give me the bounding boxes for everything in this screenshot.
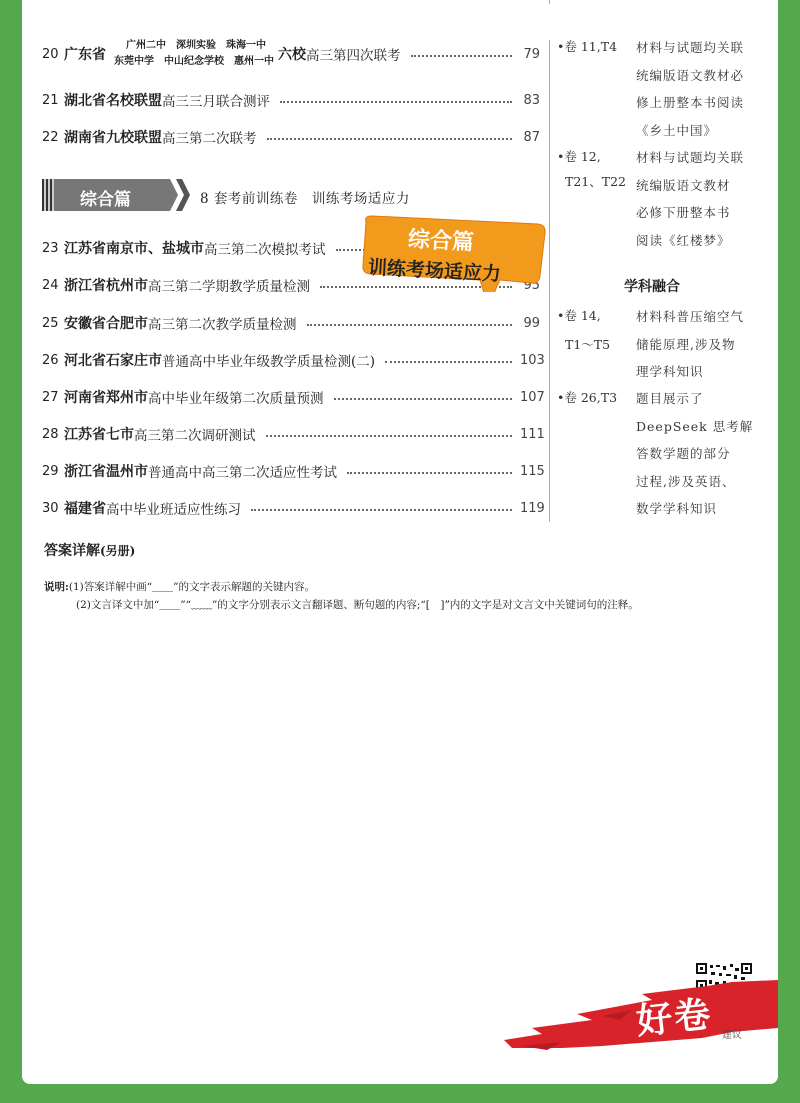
- section-subtitle: 8 套考前训练卷 训练考场适应力: [200, 191, 410, 207]
- sidebar-heading: 学科融合: [624, 279, 680, 295]
- page: [22, 0, 778, 1084]
- leader-dots: [385, 361, 512, 363]
- note-text-1: (1)答案详解中画“＿＿”的文字表示解题的关键内容。: [68, 581, 315, 593]
- row-number: 23: [42, 240, 59, 256]
- sidebar-desc-line: 数学学科知识: [636, 501, 718, 516]
- row-number: 21: [42, 92, 59, 108]
- toc-row[interactable]: [42, 384, 545, 410]
- sidebar-desc-line: 统编版语文教材必: [636, 67, 745, 83]
- row-number: 25: [42, 315, 59, 331]
- leader-dots: [307, 324, 513, 326]
- section-banner-label: 综合篇: [80, 190, 131, 210]
- bullet-dot: •: [557, 149, 565, 164]
- sidebar-desc-line: 材料与试题均关联: [636, 40, 745, 55]
- bullet-dot: •: [557, 390, 565, 405]
- row-page: 95: [523, 277, 540, 293]
- sidebar-ref-cont: T21、T22: [565, 174, 626, 189]
- row-title: 高三第二次模拟考试: [204, 242, 326, 258]
- row-page: 111: [520, 426, 545, 442]
- sidebar-desc-line: 必修下册整本书: [636, 205, 731, 220]
- row-title: 高三第二次联考: [162, 131, 257, 147]
- row-province: 湖北省名校联盟: [64, 93, 162, 109]
- sidebar-desc-line: 答数学题的部分: [636, 446, 731, 461]
- leader-dots: [280, 101, 512, 103]
- row-province: 安徽省合肥市: [64, 316, 148, 332]
- row-province: 江苏省七市: [64, 427, 134, 443]
- leader-dots: [334, 398, 513, 400]
- sidebar-ref: 卷 14,: [564, 308, 601, 323]
- row-province: 河北省石家庄市: [64, 353, 162, 369]
- sidebar-desc-line: 阅读《红楼梦》: [636, 232, 731, 248]
- answers-title: 答案详解: [44, 543, 100, 559]
- toc-row[interactable]: [42, 458, 545, 484]
- leader-dots: [251, 509, 512, 511]
- sidebar-desc-line: 过程,涉及英语、: [636, 473, 736, 489]
- sidebar-ref: 卷 26,T3: [564, 390, 618, 405]
- answers-heading: [44, 540, 135, 560]
- toc-row[interactable]: [42, 310, 540, 336]
- row-page: 83: [523, 92, 540, 108]
- sidebar-desc-line: 材料与试题均关联: [636, 150, 745, 165]
- row-title: 高三第二次调研测试: [134, 428, 256, 444]
- row-bold-suffix: 六校: [278, 47, 306, 63]
- brand-tail-text: 建议: [722, 1030, 742, 1041]
- row-number: 20: [42, 46, 59, 62]
- note-line-1: [44, 579, 315, 594]
- leader-dots: [347, 472, 512, 474]
- leader-dots: [266, 435, 513, 437]
- sidebar-ref-cont: T1～T5: [565, 337, 611, 352]
- row-number: 22: [42, 129, 59, 145]
- toc-row[interactable]: [42, 495, 545, 521]
- row-province: 湖南省九校联盟: [64, 130, 162, 146]
- row-number: 30: [42, 500, 59, 516]
- row-page: 119: [520, 500, 545, 516]
- row-title: 高三第二学期教学质量检测: [148, 279, 310, 295]
- row-number: 27: [42, 389, 59, 405]
- row-province: 广东省: [64, 47, 106, 63]
- row-page: 103: [520, 352, 545, 368]
- callout-line2: 训练考场适应力: [367, 256, 502, 286]
- row-page: 87: [523, 129, 540, 145]
- row-number: 28: [42, 426, 59, 442]
- sidebar-desc-line: 修上册整本书阅读: [636, 95, 745, 110]
- sidebar-desc-line: 材料科普压缩空气: [636, 309, 745, 324]
- row-number: 29: [42, 463, 59, 479]
- sidebar-entry: [557, 385, 772, 525]
- row-title: 高三第四次联考: [306, 48, 401, 64]
- row-title: 高中毕业班适应性练习: [106, 502, 241, 518]
- leader-dots: [411, 55, 513, 57]
- leader-dots: [267, 138, 513, 140]
- row-title: 高三三月联合测评: [162, 94, 270, 110]
- row-page: 79: [523, 46, 540, 62]
- sidebar-entry: [557, 34, 772, 144]
- sidebar-desc-line: 储能原理,涉及物: [636, 336, 736, 352]
- top-divider: [549, 0, 550, 4]
- answers-title-note: (另册): [100, 544, 136, 558]
- row-title: 普通高中高三第二次适应性考试: [148, 465, 337, 481]
- brand-logo: 好卷: [634, 994, 715, 1043]
- row-title: 高中毕业年级第二次质量预测: [148, 391, 324, 407]
- row-province: 浙江省杭州市: [64, 278, 148, 294]
- row-province: 江苏省南京市、盐城市: [64, 241, 204, 257]
- sidebar-ref: 卷 11,T4: [564, 39, 618, 54]
- toc-row[interactable]: [42, 124, 540, 150]
- note-text-2: (2)文言译文中加“＿＿”“﹏﹏”的文字分别表示文言翻译题、断句题的内容;“[ ]”内的文字是对文言文中关键词句的注释。: [76, 599, 639, 611]
- sidebar-desc-line: DeepSeek 思考解: [636, 418, 754, 434]
- column-divider: [549, 40, 550, 522]
- bullet-dot: •: [557, 39, 565, 54]
- note-label: 说明:: [44, 581, 69, 593]
- bullet-dot: •: [557, 308, 565, 323]
- callout-line1: 综合篇: [407, 227, 475, 256]
- sidebar-desc-line: 理学科知识: [636, 364, 704, 379]
- row-number: 24: [42, 277, 59, 293]
- row-page: 115: [520, 463, 545, 479]
- row-province: 浙江省温州市: [64, 464, 148, 480]
- row-title: 高三第二次教学质量检测: [148, 317, 297, 333]
- sidebar-ref: 卷 12,: [564, 149, 601, 164]
- row-province: 河南省郑州市: [64, 390, 148, 406]
- row-page: 107: [520, 389, 545, 405]
- toc-row[interactable]: [42, 87, 540, 113]
- sidebar-desc-line: 题目展示了: [636, 391, 704, 406]
- row-title: 普通高中毕业年级教学质量检测(二): [162, 354, 376, 370]
- sidebar-entry: [557, 303, 772, 385]
- sidebar-desc-line: 《乡土中国》: [636, 122, 718, 138]
- school-line: 广州二中 深圳实验 珠海一中: [126, 40, 266, 51]
- row-page: 99: [523, 315, 540, 331]
- sidebar-desc-line: 统编版语文教材: [636, 177, 731, 193]
- school-line: 东莞中学 中山纪念学校 惠州一中: [114, 56, 274, 67]
- toc-row[interactable]: [42, 347, 545, 373]
- row-province: 福建省: [64, 501, 106, 517]
- school-list: [114, 38, 274, 70]
- row-number: 26: [42, 352, 59, 368]
- toc-row[interactable]: [42, 421, 545, 447]
- toc-row[interactable]: [42, 41, 540, 67]
- sidebar-entry: [557, 144, 772, 254]
